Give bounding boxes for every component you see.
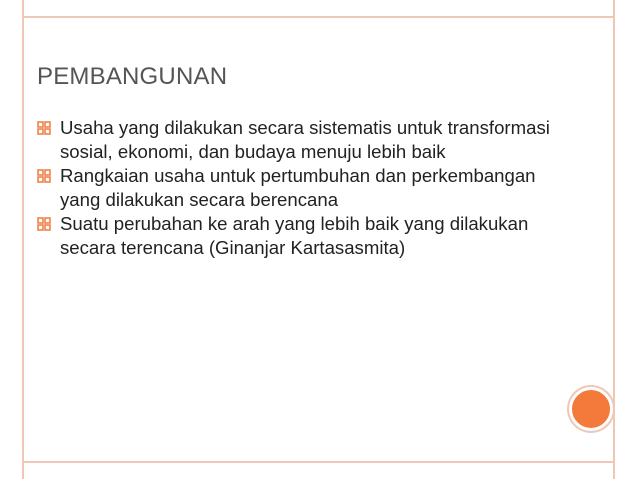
quad-square-bullet-icon	[37, 217, 51, 231]
decorative-circle	[569, 387, 613, 431]
frame-bottom-line	[22, 461, 615, 463]
bullet-list	[37, 116, 557, 260]
bullet-item	[37, 212, 557, 260]
quad-square-bullet-icon	[37, 169, 51, 183]
bullet-item	[37, 116, 557, 164]
bullet-text: Rangkaian usaha untuk pertumbuhan dan perkembangan yang dilakukan secara berencana	[60, 165, 536, 210]
bullet-item	[37, 164, 557, 212]
bullet-text: Usaha yang dilakukan secara sistematis untuk transformasi sosial, ekonomi, dan budaya menuju lebih baik	[60, 117, 550, 162]
slide-title: PEMBANGUNAN	[37, 63, 228, 90]
quad-square-bullet-icon	[37, 121, 51, 135]
frame-top-line	[22, 16, 615, 18]
bullet-text: Suatu perubahan ke arah yang lebih baik yang dilakukan secara terencana (Ginanjar Kartasasmita)	[60, 213, 529, 258]
